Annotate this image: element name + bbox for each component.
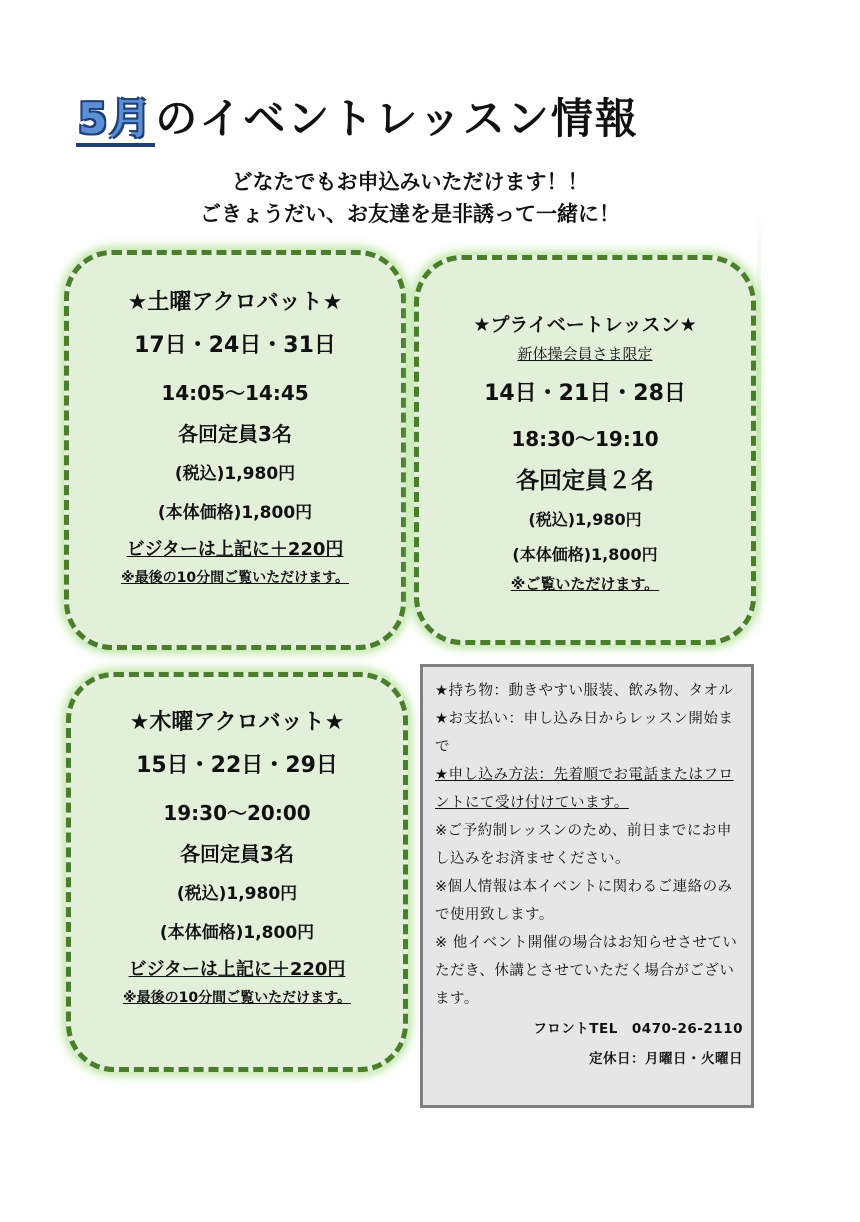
info-box [420,664,754,1108]
subtitle-line-2: ごきょうだい、お友達を是非誘って一緒に！ [200,202,620,226]
thursday-time: 19:30～20:00 [163,801,311,825]
saturday-time: 14:05～14:45 [161,381,309,405]
thursday-note: ※最後の10分間ご覧いただけます。 [123,990,351,1006]
info-payment: ★お支払い：申し込み日からレッスン開始まで [435,711,734,755]
thursday-price-tax: (税込)1,980円 [176,884,298,904]
saturday-price-tax: (税込)1,980円 [174,464,296,484]
thursday-visitor-fee: ビジターは上記に＋220円 [128,959,346,980]
thursday-capacity: 各回定員3名 [180,842,294,866]
subtitle-line-1: どなたでもお申込みいただけます！！ [231,170,589,194]
front-tel: フロントTEL 0470-26-2110 [533,1021,743,1037]
saturday-acrobat-card [64,250,406,650]
title-month: 5月 [76,94,155,147]
closed-days: 定休日：月曜日・火曜日 [589,1051,743,1067]
private-member-limit: 新体操会員さま限定 [517,345,653,363]
private-price-tax: (税込)1,980円 [528,510,642,529]
saturday-note: ※最後の10分間ご覧いただけます。 [121,570,349,586]
private-heading: ★プライベートレッスン★ [473,314,697,336]
private-time: 18:30～19:10 [511,427,659,451]
thursday-price-base: (本体価格)1,800円 [159,923,315,943]
private-note: ※ご覧いただけます。 [510,575,660,593]
thursday-dates: 15日・22日・29日 [136,753,338,778]
private-capacity: 各回定員２名 [516,468,654,494]
saturday-visitor-fee: ビジターは上記に＋220円 [126,539,344,560]
saturday-price-base: (本体価格)1,800円 [157,503,313,523]
info-belongings: ★持ち物：動きやすい服装、飲み物、タオル [435,683,734,699]
thursday-acrobat-card [66,672,408,1072]
info-reservation: ※ご予約制レッスンのため、前日までにお申し込みをお済ませください。 [435,823,732,867]
saturday-capacity: 各回定員3名 [178,422,292,446]
info-privacy: ※個人情報は本イベントに関わるご連絡のみで使用致します。 [435,879,733,923]
saturday-dates: 17日・24日・31日 [134,333,336,358]
info-application: ★申し込み方法：先着順でお電話またはフロントにて受け付けています。 [435,767,734,811]
private-lesson-card [414,255,756,645]
page-title [76,86,639,146]
private-dates: 14日・21日・28日 [484,381,686,406]
thursday-heading: ★木曜アクロバット★ [129,710,345,735]
private-price-base: (本体価格)1,800円 [512,545,658,564]
info-cancellation: ※ 他イベント開催の場合はお知らせさせていただき、休講とさせていただく場合がございます。 [435,935,738,1007]
decorative-strip [757,210,761,640]
saturday-heading: ★土曜アクロバット★ [127,290,343,315]
title-text: のイベントレッスン情報 [155,94,639,143]
